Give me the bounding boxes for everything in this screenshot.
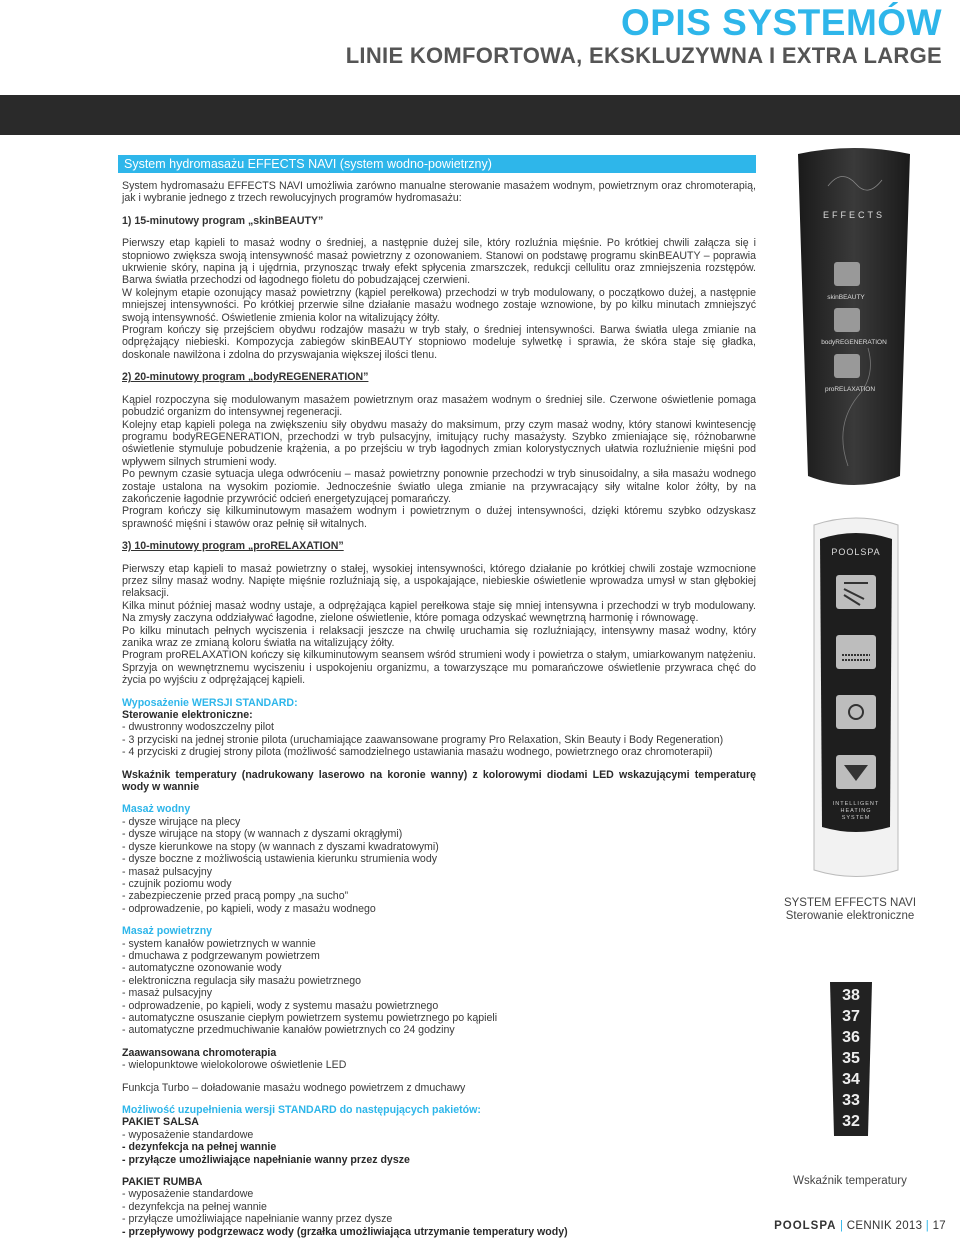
- masaz-wodny-item: - dysze wirujące na stopy (w wannach z dyszami okrągłymi): [122, 828, 403, 841]
- remote-back-image: [806, 515, 906, 880]
- sterowanie-title: Sterowanie elektroniczne:: [122, 709, 253, 722]
- program1-paragraph: Pierwszy etap kąpieli to masaż wodny o średniej, a następnie dużej sile, który rozluźnia mięśnie. Po krótkiej chwili załącza się i stopniowo zwiększa swoją intensywność masaż powietrzny z ozonowaniem. Stanowi on podstawę programu skinBEAUTY – poprawia ukrwienie skóry, napina ją i ujędrnia, przynosząc trwały efekt spłycenia zmarszczek, redukcji cellulitu oraz zmniejszenia rozstępów. Barwa światła przechodzi od łagodnego fioletu do pobudzającej czerwieni.: [122, 237, 756, 287]
- masaz-powietrzny-item: - automatyczne ozonowanie wody: [122, 962, 282, 975]
- program3-paragraph: Kilka minut później masaż wodny ustaje, a odprężająca kąpiel perełkowa staje się mniej intensywna i przechodzi w tryb modulowany. Na zmysły zaczyna oddziaływać łagodne, zielone oświetlenie, które pomaga odzyskać wewnętrzną harmonię i równowagę.: [122, 599, 756, 625]
- skinbeauty-label: skinBEAUTY: [827, 294, 865, 301]
- wskaznik-note: Wskaźnik temperatury (nadrukowany laserowo na koronie wanny) z kolorowymi diodami LED wskazującymi temperaturę wody w wannie: [122, 768, 756, 794]
- temp-35: 35: [842, 1050, 860, 1067]
- masaz-powietrzny-item: - automatyczne przedmuchiwanie kanałów powietrznych co 24 godziny: [122, 1024, 455, 1037]
- temp-36: 36: [842, 1029, 860, 1046]
- footer-separator: |: [925, 1220, 930, 1232]
- water-jets-button: [836, 575, 876, 609]
- program1-paragraph: W kolejnym etapie ozonujący masaż powietrzny (kąpiel perełkowa) przechodzi w tryb modulowany, o początkowo dużej, a następnie mniejszej intensywności. Po krótkiej przerwie silne działanie masażu wodnego zostaje wznowione, by po kilku minutach zmniejszyć swoją intensywność. Oświetlenie zmienia kolor na witalizujący żółty.: [122, 286, 756, 324]
- program1-title: 1) 15-minutowy program „skinBEAUTY”: [122, 214, 324, 227]
- remote-back-brand: POOLSPA: [831, 547, 881, 557]
- sterowanie-item: - 3 przyciski na jednej stronie pilota (uruchamiające zaawansowane programy Pro Relaxation, Skin Beauty i Body Regeneration): [122, 733, 724, 746]
- footer-separator: |: [839, 1220, 844, 1232]
- system-caption-line1: SYSTEM EFFECTS NAVI: [783, 897, 917, 909]
- rumba-item: - dezynfekcja na pełnej wannie: [122, 1200, 267, 1213]
- masaz-wodny-item: - zabezpieczenie przed pracą pompy „na sucho”: [122, 890, 349, 903]
- program2-paragraph: Kąpiel rozpoczyna się modulowanym masażem powietrznym oraz masażem wodnym o średniej sile. Czerwone oświetlenie pomaga pobudzić organizm do intensywnej regeneracji.: [122, 393, 756, 419]
- salsa-item: - wyposażenie standardowe: [122, 1128, 254, 1141]
- relaxation-label: proRELAXATION: [824, 386, 876, 393]
- salsa-title: PAKIET SALSA: [122, 1116, 199, 1129]
- remote-front-image: [788, 146, 920, 491]
- program2-paragraph: Kolejny etap kąpieli polega na zwiększeniu siły obydwu masaży do maksimum, przy czym masaż wodny, który stanowi kwintesencję programu bodyREGENERATION, przechodzi w tryb pulsacyjny, imitujący ruchy masażysty. Szybko zmieniające się, różnobarwne oświetlenie stymuluje pobudzenie krążenia, a po przejściu w tryb łagodnych zmian kolorystycznych ułatwia rozluźnienie mięśni pod wpływem silnych strumieni wody.: [122, 418, 756, 468]
- masaz-wodny-item: - odprowadzenie, po kąpieli, wody z masażu wodnego: [122, 902, 376, 915]
- section-title-bar: System hydromasażu EFFECTS NAVI (system wodno-powietrzny): [118, 155, 756, 173]
- salsa-item: - dezynfekcja na pełnej wannie: [122, 1141, 277, 1154]
- system-caption: [770, 897, 930, 923]
- packages-intro: Możliwość uzupełnienia wersji STANDARD do następujących pakietów:: [122, 1104, 481, 1116]
- page-number: 17: [932, 1220, 946, 1232]
- footer-label: CENNIK 2013: [846, 1220, 923, 1232]
- program2-paragraph: Program kończy się kilkuminutowym masażem wodnym i powietrznym o dużej intensywności, dzięki któremu szybko odzyskasz sprawność mięśni i stawów oraz pełnię sił witalnych.: [122, 505, 756, 530]
- rumba-title: PAKIET RUMBA: [122, 1176, 203, 1189]
- system-caption-line2: Sterowanie elektroniczne: [785, 910, 915, 922]
- page-title: OPIS SYSTEMÓW: [620, 2, 942, 43]
- masaz-wodny-item: - masaż pulsacyjny: [122, 865, 213, 878]
- masaz-wodny-item: - dysze boczne z możliwością ustawienia kierunku strumienia wody: [122, 853, 438, 866]
- temp-caption: Wskaźnik temperatury: [793, 1175, 907, 1187]
- salsa-item: - przyłącze umożliwiające napełnianie wanny przez dysze: [122, 1153, 410, 1166]
- rumba-item: - przepływowy podgrzewacz wody (grzałka umożliwiająca utrzymanie temperatury wody): [122, 1225, 568, 1238]
- temp-33: 33: [842, 1092, 860, 1109]
- main-content: [122, 180, 756, 1238]
- page-footer: [774, 1220, 946, 1232]
- regeneration-label: bodyREGENERATION: [821, 339, 887, 346]
- turbo-note: Funkcja Turbo – doładowanie masażu wodnego powietrzem z dmuchawy: [122, 1081, 466, 1094]
- rumba-item: - przyłącze umożliwiające napełnianie wanny przez dysze: [122, 1213, 393, 1226]
- masaz-powietrzny-item: - odprowadzenie, po kąpieli, wody z systemu masażu powietrznego: [122, 999, 439, 1012]
- masaz-powietrzny-item: - elektroniczna regulacja siły masażu powietrznego: [122, 974, 362, 987]
- remote-back-footer: SYSTEM: [841, 815, 871, 821]
- intro-paragraph: System hydromasażu EFFECTS NAVI umożliwia zarówno manualne sterowanie masażem wodnym, powietrznym oraz chromoterapią, jak i wybranie jednego z trzech rewolucyjnych programów hydromasażu:: [122, 180, 756, 205]
- temp-32: 32: [842, 1113, 860, 1130]
- masaz-wodny-item: - dysze kierunkowe na stopy (w wannach z dyszami kwadratowymi): [122, 840, 439, 853]
- remote-front-brand: EFFECTS: [822, 210, 886, 220]
- program3-paragraph: Program proRELAXATION kończy się kilkuminutowym seansem wśród strumieni wody i powietrza o stałym, umiarkowanym natężeniu. Sprzyja on wewnętrznemu wyciszeniu i uspokojeniu organizmu, a towarzyszące mu pomarańczowe oświetlenie przywraca chęć do życia po wyjściu z odprężającej kąpieli.: [122, 649, 756, 687]
- regeneration-button: [834, 308, 860, 332]
- masaz-powietrzny-item: - system kanałów powietrznych w wannie: [122, 937, 316, 950]
- chromoterapia-item: - wielopunktowe wielokolorowe oświetlenie LED: [122, 1059, 347, 1072]
- masaz-wodny-item: - dysze wirujące na plecy: [122, 815, 241, 828]
- footer-brand: POOLSPA: [774, 1220, 837, 1232]
- masaz-powietrzny-item: - masaż pulsacyjny: [122, 987, 213, 1000]
- page-subtitle: LINIE KOMFORTOWA, EKSKLUZYWNA I EXTRA LARGE: [345, 43, 942, 68]
- program2-title: 2) 20-minutowy program „bodyREGENERATION”: [122, 371, 369, 384]
- skinbeauty-button: [834, 262, 860, 286]
- temperature-indicator-image: [826, 982, 876, 1136]
- relaxation-button: [834, 354, 860, 378]
- header-band: [0, 95, 960, 135]
- temp-37: 37: [842, 1008, 860, 1025]
- sterowanie-item: - 4 przyciski z drugiej strony pilota (możliwość samodzielnego ustawiania masażu wodnego, powietrznego oraz chromoterapii): [122, 746, 713, 759]
- program3-paragraph: Pierwszy etap kąpieli to masaż powietrzny o stałej, wysokiej intensywności, którego działanie po krótkiej chwili zostaje wzmocnione przez silny masaż wodny. Napięte mięśnie rozluźniają się, a uspokajające, niebieskie oświetlenie wprowadza umysł w stan głębokiej relaksacji.: [122, 562, 756, 600]
- masaz-wodny-title: Masaż wodny: [122, 803, 191, 816]
- air-button: [836, 635, 876, 669]
- sterowanie-item: - dwustronny wodoszczelny pilot: [122, 721, 274, 734]
- remote-back-footer: HEATING: [840, 808, 872, 814]
- temp-38: 38: [842, 987, 860, 1004]
- chromoterapia-title: Zaawansowana chromoterapia: [122, 1046, 277, 1059]
- program2-paragraph: Po pewnym czasie sytuacja ulega odwróceniu – masaż powietrzny ponownie przechodzi w tryb sinusoidalny, a siła masażu wodnego zostaje ustalona na wysokim poziomie. Jednocześnie światło ulega zmianie na przywracający siły witalne kolor żółty, by na zakończenie łagodnie przywrócić odcień energetyzującej pomarańczy.: [122, 468, 756, 505]
- rumba-item: - wyposażenie standardowe: [122, 1188, 254, 1201]
- remote-back-footer: INTELLIGENT: [832, 801, 880, 807]
- program3-paragraph: Po kilku minutach pełnych wyciszenia i relaksacji jeszcze na chwilę uruchamia się rozluźniający, intensywny masaż wodny, który zanika wraz ze zmianą koloru światła na witalizujący żółty.: [122, 624, 756, 649]
- masaz-powietrzny-item: - automatyczne osuszanie ciepłym powietrzem systemu powietrznego po kąpieli: [122, 1011, 498, 1024]
- program1-paragraph: Program kończy się przejściem obydwu rodzajów masażu w tryb stały, o średniej intensywności. Barwa światła ulega zmianie na odprężający niebieski. Kompozycja zabiegów skinBEAUTY stopniowo modeluje sylwetkę i sprawia, że skóra staje się gładka, doskonale nawilżona i zdolna do przyswajania większej ilości tlenu.: [122, 324, 756, 361]
- masaz-powietrzny-item: - dmuchawa z podgrzewanym powietrzem: [122, 949, 320, 962]
- standard-title: Wyposażenie WERSJI STANDARD:: [122, 696, 298, 709]
- masaz-powietrzny-title: Masaż powietrzny: [122, 925, 213, 938]
- temp-34: 34: [842, 1071, 860, 1088]
- light-button: [836, 695, 876, 729]
- program3-title: 3) 10-minutowy program „proRELAXATION”: [122, 540, 344, 553]
- masaz-wodny-item: - czujnik poziomu wody: [122, 877, 232, 890]
